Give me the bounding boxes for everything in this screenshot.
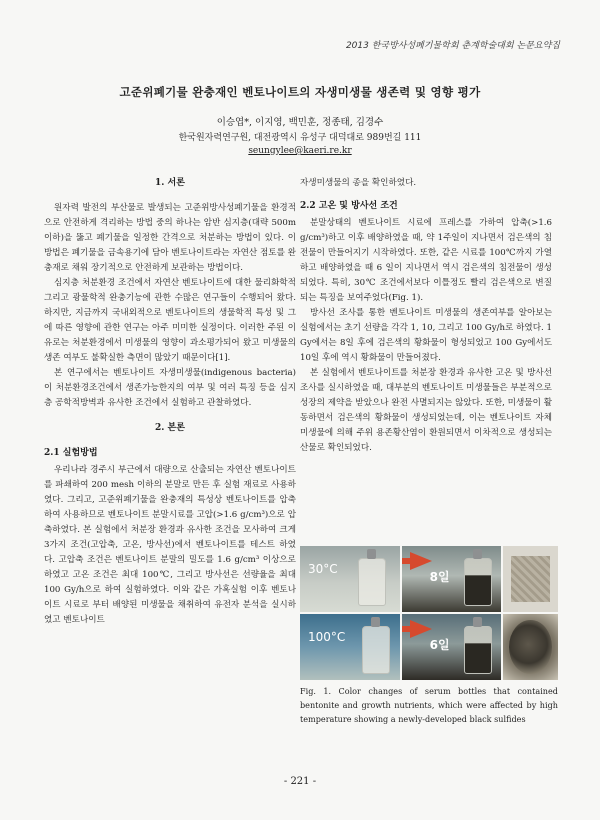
body-paragraph: 분말상태의 벤토나이트 시료에 프레스를 가하여 압축(>1.6 g/cm³)하고 이후 배양하였을 때, 약 1주일이 지나면서 검은색의 침전물이 만들어지기 시작하였다. 또한, 같은 시료를 100℃까지 가열하고 배양하였을 때 6 일이 지나면서 역시 검은색의 침전물이 생성되었다. 특히, 30℃ 조건에서보다 이틀정도 빨리 검은색으로 변질되는 특징을 보여주었다(Fig. 1).: [300, 218, 552, 303]
page-number: - 221 -: [283, 776, 317, 787]
serum-bottle-dark: [464, 626, 492, 674]
section-heading-main: 2. 본론: [155, 423, 185, 433]
temperature-label-100: 100°C: [308, 630, 346, 644]
serum-bottle-dark: [464, 558, 492, 606]
photo-100c-initial: [300, 614, 400, 680]
body-paragraph: 본 실험에서 벤토나이트를 처분장 환경과 유사한 고온 및 방사선 조사를 실시하였을 때, 대부분의 벤토나이트 미생물들은 부분적으로 성장의 제약을 받았으나 완전 사멸되지는 않았다. 또한, 미생물이 활동하면서 검은색의 황화물이 생성되었는데, 이는 벤토나이트 자체 미생물에 의해 주위 용존황산염이 환원되면서 이차적으로 생성되는 산물로 확인되었다.: [300, 368, 552, 453]
subsection-heading-conditions: 2.2 고온 및 방사선 조건: [300, 201, 398, 211]
body-paragraph: 우리나라 경주시 부근에서 대량으로 산출되는 자연산 벤토나이트를 파쇄하여 200 mesh 이하의 분말로 만든 후 실험 재료로 사용하였다. 그리고, 고준위폐기물을 완충재의 특성상 벤토나이트를 압축하여 사용하므로 벤토나이트 분말시료를 고압(>1.6 g/cm³)으로 압축하였다. 본 실험에서 처분장 환경과 유사한 조건을 모사하여 크게 3가지 조건(고압축, 고온, 방사선)에서 벤토나이트를 테스트 하였다. 고압축 조건은 벤토나이트 분말의 밀도를 1.6 g/cm³ 이상으로 하였고 고온 조건은 최대 100℃, 그리고 방사선은 선량율을 최대 100 Gy/h으로 하여 실험하였다. 이와 같은 가혹실험 이후 벤토나이트 시료로 부터 배양된 미생물을 채취하여 유전자 분석을 실시하였고 벤토나이트: [44, 465, 296, 625]
arrow-head-icon: [410, 552, 432, 570]
figure-serum-bottles: [300, 546, 558, 680]
temperature-label-30: 30°C: [308, 562, 338, 576]
sediment-sample: [511, 556, 550, 602]
author-email-link[interactable]: seungylee@kaeri.re.kr: [248, 146, 352, 156]
paper-affiliation: 한국원자력연구원, 대전광역시 유성구 대덕대로 989번길 111: [178, 133, 422, 143]
paper-authors: 이승엽*, 이지영, 백민훈, 정종태, 김경수: [216, 117, 384, 128]
body-paragraph: 본 연구에서는 벤토나이트 자생미생물(indigenous bacteria)이 처분환경조건에서 생존가능한지의 여부 및 여러 특징 등을 심지층 공학적방벽과 유사한 조건에서 실험하고 관찰하였다.: [44, 368, 296, 408]
right-column: [300, 176, 552, 456]
photo-100c-day6: [402, 614, 502, 680]
body-paragraph: 원자력 발전의 부산물로 발생되는 고준위방사성폐기물을 환경적으로 안전하게 격리하는 방법 중의 하나는 암반 심지층(대략 500m 이하)을 뚫고 폐기물을 일정한 간격으로 처분하는 방법이 있다. 이 방법은 폐기물을 금속용기에 담아 벤토나이트라는 자연산 점토를 완충재로 채워 장기적으로 안전하게 보관하는 방법이다.: [44, 203, 296, 273]
section-heading-introduction: 1. 서론: [155, 178, 185, 188]
black-sulfide-dish: [509, 620, 552, 674]
photo-30c-initial: [300, 546, 400, 612]
body-paragraph: 방사선 조사를 통한 벤토나이트 미생물의 생존여부를 알아보는 실험에서는 초기 선량을 각각 1, 10, 그리고 100 Gy/h로 하였다. 1 Gy에서는 8일 후에 검은색의 황화물이 형성되었고 100 Gy에서도 10일 후에 역시 황화물이 만들어졌다.: [300, 308, 552, 363]
body-paragraph: 자생미생물의 종을 확인하였다.: [300, 178, 417, 188]
conference-header: 2013 한국방사성폐기물학회 춘계학술대회 논문요약집: [345, 41, 560, 51]
serum-bottle: [358, 558, 386, 606]
photo-30c-day8: [402, 546, 502, 612]
photo-100c-sample: [503, 614, 558, 680]
day-label-8: 8일: [429, 570, 450, 584]
left-column: [44, 176, 296, 628]
day-label-6: 6일: [429, 638, 450, 652]
photo-30c-sample: [503, 546, 558, 612]
figure-caption: Fig. 1. Color changes of serum bottles that contained bentonite and growth nutrients, which were affected by high temperature showing a newly-developed black sulfides: [300, 686, 558, 724]
body-paragraph: 심지층 처분환경 조건에서 자연산 벤토나이트에 대한 물리화학적 그리고 광물학적 완충기능에 관한 수많은 연구들이 수행되어 왔다. 하지만, 지금까지 국내외적으로 벤토나이트의 생물학적 특성 및 그에 따른 영향에 관한 연구는 아주 미미한 실정이다. 이러한 주된 이유로는 처분환경에서 미생물의 영향이 과소평가되어 왔고 미생물의 생존 여부도 불확실한 측면이 많았기 때문이다[1].: [44, 278, 296, 363]
subsection-heading-methods: 2.1 실험방법: [44, 448, 98, 458]
serum-bottle: [362, 626, 390, 674]
paper-title: 고준위폐기물 완충재인 벤토나이트의 자생미생물 생존력 및 영향 평가: [119, 85, 481, 99]
arrow-head-icon: [410, 620, 432, 638]
